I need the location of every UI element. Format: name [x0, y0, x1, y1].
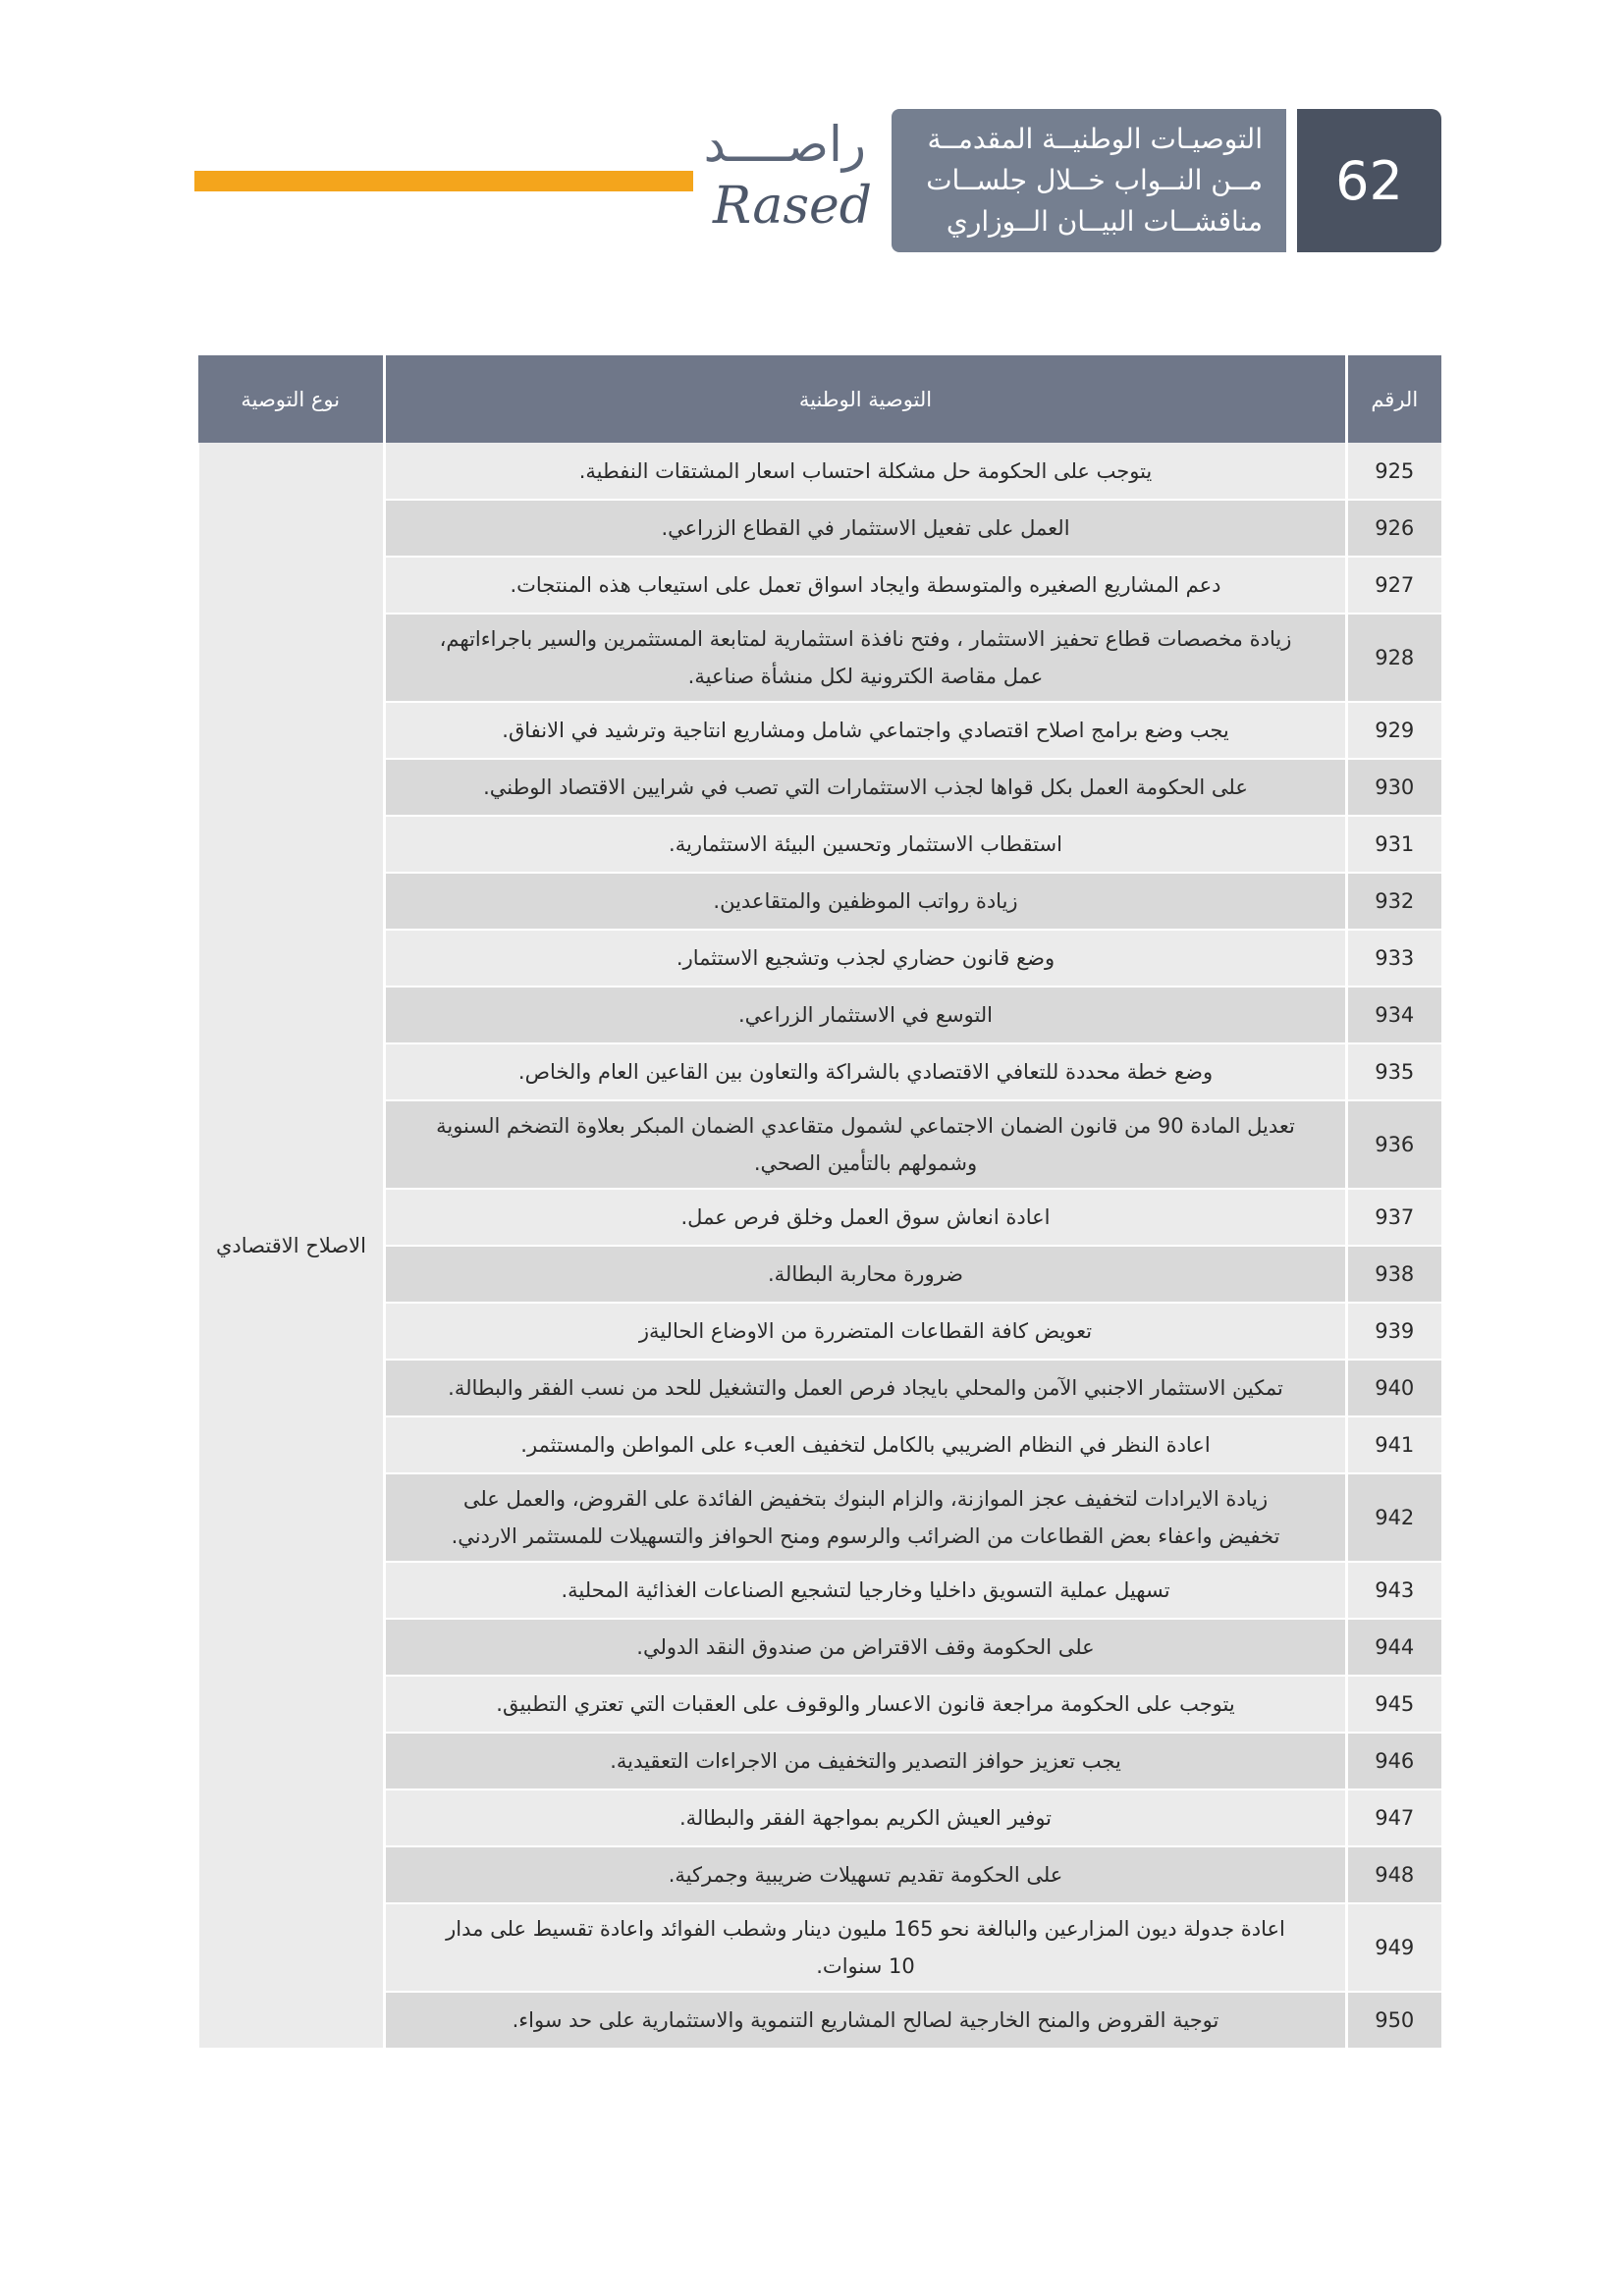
recommendation-text [385, 873, 1347, 930]
recommendation-line: وضع خطة محددة للتعافي الاقتصادي بالشراكة والتعاون بين القاعين العام والخاص. [517, 1060, 1214, 1084]
row-number: 946 [1347, 1733, 1441, 1789]
table-body [198, 443, 1441, 2049]
recommendation-text [385, 1619, 1347, 1676]
recommendation-text [385, 500, 1347, 557]
table-row [198, 930, 1441, 987]
table-row [198, 1303, 1441, 1360]
recommendation-line: ضرورة محاربة البطالة. [767, 1262, 964, 1286]
row-number: 945 [1347, 1676, 1441, 1733]
column-header-number: الرقم [1347, 355, 1441, 443]
recommendation-text [385, 816, 1347, 873]
recommendation-line: على الحكومة تقديم تسهيلات ضريبية وجمركية. [668, 1863, 1063, 1887]
section-title-box [892, 109, 1286, 252]
recommendation-text [385, 1303, 1347, 1360]
row-number: 943 [1347, 1562, 1441, 1619]
recommendation-text [385, 930, 1347, 987]
table-row [198, 1246, 1441, 1303]
logo-english-text: Rased [713, 177, 873, 236]
table-row [198, 1992, 1441, 2049]
table-row [198, 1676, 1441, 1733]
row-number: 933 [1347, 930, 1441, 987]
row-number: 939 [1347, 1303, 1441, 1360]
row-number: 926 [1347, 500, 1441, 557]
recommendation-line: تعديل المادة 90 من قانون الضمان الاجتماعي لشمول متقاعدي الضمان المبكر بعلاوة التضخم السنوية [436, 1114, 1295, 1138]
rased-logo [695, 116, 872, 245]
recommendation-line: دعم المشاريع الصغيره والمتوسطة وايجاد اسواق تعمل على استيعاب هذه المنتجات. [510, 573, 1221, 597]
row-number: 944 [1347, 1619, 1441, 1676]
section-title-line-2: مــن النــواب خــلال جلســات [926, 164, 1263, 196]
row-number: 947 [1347, 1789, 1441, 1846]
recommendation-text [385, 1789, 1347, 1846]
table-row [198, 816, 1441, 873]
recommendation-line: يجب وضع برامج اصلاح اقتصادي واجتماعي شامل ومشاريع انتاجية وترشيد في الانفاق. [502, 719, 1229, 742]
recommendation-line: توجية القروض والمنح الخارجية لصالح المشاريع التنموية والاستثمارية على حد سواء. [512, 2008, 1219, 2032]
table-row [198, 614, 1441, 702]
table-row [198, 873, 1441, 930]
recommendation-line: تخفيض واعفاء بعض القطاعات من الضرائب والرسوم ومنح الحوافز والتسهيلات للمستثمر الاردني. [451, 1524, 1280, 1548]
recommendation-text [385, 1992, 1347, 2049]
table-row [198, 1100, 1441, 1189]
accent-bar [194, 171, 693, 191]
table-row [198, 443, 1441, 500]
recommendation-text [385, 1246, 1347, 1303]
table-row [198, 1619, 1441, 1676]
recommendation-line: زيادة مخصصات قطاع تحفيز الاستثمار ، وفتح نافذة استثمارية لمتابعة المستثمرين والسير باجراءاتهم، [439, 627, 1292, 651]
page-number: 62 [1297, 109, 1441, 252]
table-header-row [198, 355, 1441, 443]
recommendation-text [385, 1473, 1347, 1562]
row-number: 934 [1347, 987, 1441, 1043]
recommendation-line: التوسع في الاستثمار الزراعي. [737, 1003, 994, 1027]
recommendation-text [385, 1100, 1347, 1189]
recommendation-line: اعادة انعاش سوق العمل وخلق فرص عمل. [680, 1205, 1051, 1229]
recommendation-text [385, 1043, 1347, 1100]
row-number: 935 [1347, 1043, 1441, 1100]
recommendation-text [385, 1903, 1347, 1992]
recommendation-text [385, 557, 1347, 614]
recommendation-line: على الحكومة العمل بكل قواها لجذب الاستثمارات التي تصب في شرايين الاقتصاد الوطني. [483, 775, 1248, 799]
recommendation-type: الاصلاح الاقتصادي [198, 443, 385, 2049]
recommendation-line: على الحكومة وقف الاقتراض من صندوق النقد الدولي. [636, 1635, 1095, 1659]
row-number: 948 [1347, 1846, 1441, 1903]
row-number: 950 [1347, 1992, 1441, 2049]
table-row [198, 987, 1441, 1043]
table-row [198, 1473, 1441, 1562]
logo-arabic-text: راصــــد [703, 116, 866, 173]
recommendation-line: اعادة جدولة ديون المزارعين والبالغة نحو 165 مليون دينار وشطب الفوائد واعادة تقسيط على مدار [446, 1917, 1285, 1941]
table-row [198, 1189, 1441, 1246]
table-row [198, 1733, 1441, 1789]
row-number: 936 [1347, 1100, 1441, 1189]
row-number: 930 [1347, 759, 1441, 816]
table-row [198, 702, 1441, 759]
table-row [198, 500, 1441, 557]
row-number: 937 [1347, 1189, 1441, 1246]
recommendation-line: يتوجب على الحكومة حل مشكلة احتساب اسعار المشتقات النفطية. [578, 458, 1153, 483]
recommendation-text [385, 1846, 1347, 1903]
row-number: 929 [1347, 702, 1441, 759]
table-row [198, 1043, 1441, 1100]
recommendation-line: زيادة رواتب الموظفين والمتقاعدين. [713, 889, 1018, 913]
recommendation-text [385, 443, 1347, 500]
recommendation-text [385, 1562, 1347, 1619]
table-row [198, 1416, 1441, 1473]
recommendation-text [385, 1733, 1347, 1789]
row-number: 940 [1347, 1360, 1441, 1416]
recommendation-line: تسهيل عملية التسويق داخليا وخارجيا لتشجيع الصناعات الغذائية المحلية. [561, 1578, 1170, 1602]
row-number: 938 [1347, 1246, 1441, 1303]
row-number: 925 [1347, 443, 1441, 500]
recommendation-text [385, 987, 1347, 1043]
recommendation-text [385, 1189, 1347, 1246]
recommendation-line: يتوجب على الحكومة مراجعة قانون الاعسار والوقوف على العقبات التي تعتري التطبيق. [496, 1692, 1235, 1716]
table-row [198, 1846, 1441, 1903]
recommendation-text [385, 1416, 1347, 1473]
row-number: 941 [1347, 1416, 1441, 1473]
recommendation-text [385, 1676, 1347, 1733]
row-number: 949 [1347, 1903, 1441, 1992]
recommendation-line: وضع قانون حضاري لجذب وتشجيع الاستثمار. [676, 946, 1056, 970]
recommendation-line: تمكين الاستثمار الاجنبي الآمن والمحلي بايجاد فرص العمل والتشغيل للحد من نسب الفقر والبطالة. [448, 1376, 1283, 1400]
recommendation-line: عمل مقاصة الكترونية لكل منشأة صناعية. [687, 665, 1044, 688]
recommendation-line: اعادة النظر في النظام الضريبي بالكامل لتخفيف العبء على المواطن والمستثمر. [520, 1433, 1211, 1457]
recommendation-line: زيادة الايرادات لتخفيف عجز الموازنة، والزام البنوك بتخفيض الفائدة على القروض، والعمل على [462, 1487, 1269, 1511]
recommendation-text [385, 614, 1347, 702]
recommendation-text [385, 1360, 1347, 1416]
column-header-recommendation: التوصية الوطنية [385, 355, 1347, 443]
table-row [198, 759, 1441, 816]
table-row [198, 1789, 1441, 1846]
recommendation-text [385, 702, 1347, 759]
row-number: 928 [1347, 614, 1441, 702]
recommendation-line: توفير العيش الكريم بمواجهة الفقر والبطالة. [678, 1806, 1053, 1830]
recommendation-line: يجب تعزيز حوافز التصدير والتخفيف من الاجراءات التعقيدية. [610, 1749, 1121, 1773]
section-title-line-3: مناقشــات البيــان الــوزاري [946, 205, 1263, 238]
recommendation-line: وشمولهم بالتأمين الصحي. [753, 1151, 978, 1175]
column-header-type: نوع التوصية [198, 355, 385, 443]
row-number: 931 [1347, 816, 1441, 873]
section-title-line-1: التوصيـات الوطنيــة المقدمــة [927, 123, 1263, 155]
recommendation-text [385, 759, 1347, 816]
row-number: 932 [1347, 873, 1441, 930]
recommendations-table [196, 355, 1441, 2050]
recommendation-line: 10 سنوات. [816, 1954, 915, 1978]
row-number: 942 [1347, 1473, 1441, 1562]
table-row [198, 1360, 1441, 1416]
recommendation-line: تعويض كافة القطاعات المتضررة من الاوضاع الحاليةز [638, 1319, 1093, 1343]
table-row [198, 557, 1441, 614]
recommendation-line: استقطاب الاستثمار وتحسين البيئة الاستثمارية. [669, 832, 1062, 856]
row-number: 927 [1347, 557, 1441, 614]
table-row [198, 1562, 1441, 1619]
recommendation-line: العمل على تفعيل الاستثمار في القطاع الزراعي. [661, 516, 1070, 540]
table-row [198, 1903, 1441, 1992]
